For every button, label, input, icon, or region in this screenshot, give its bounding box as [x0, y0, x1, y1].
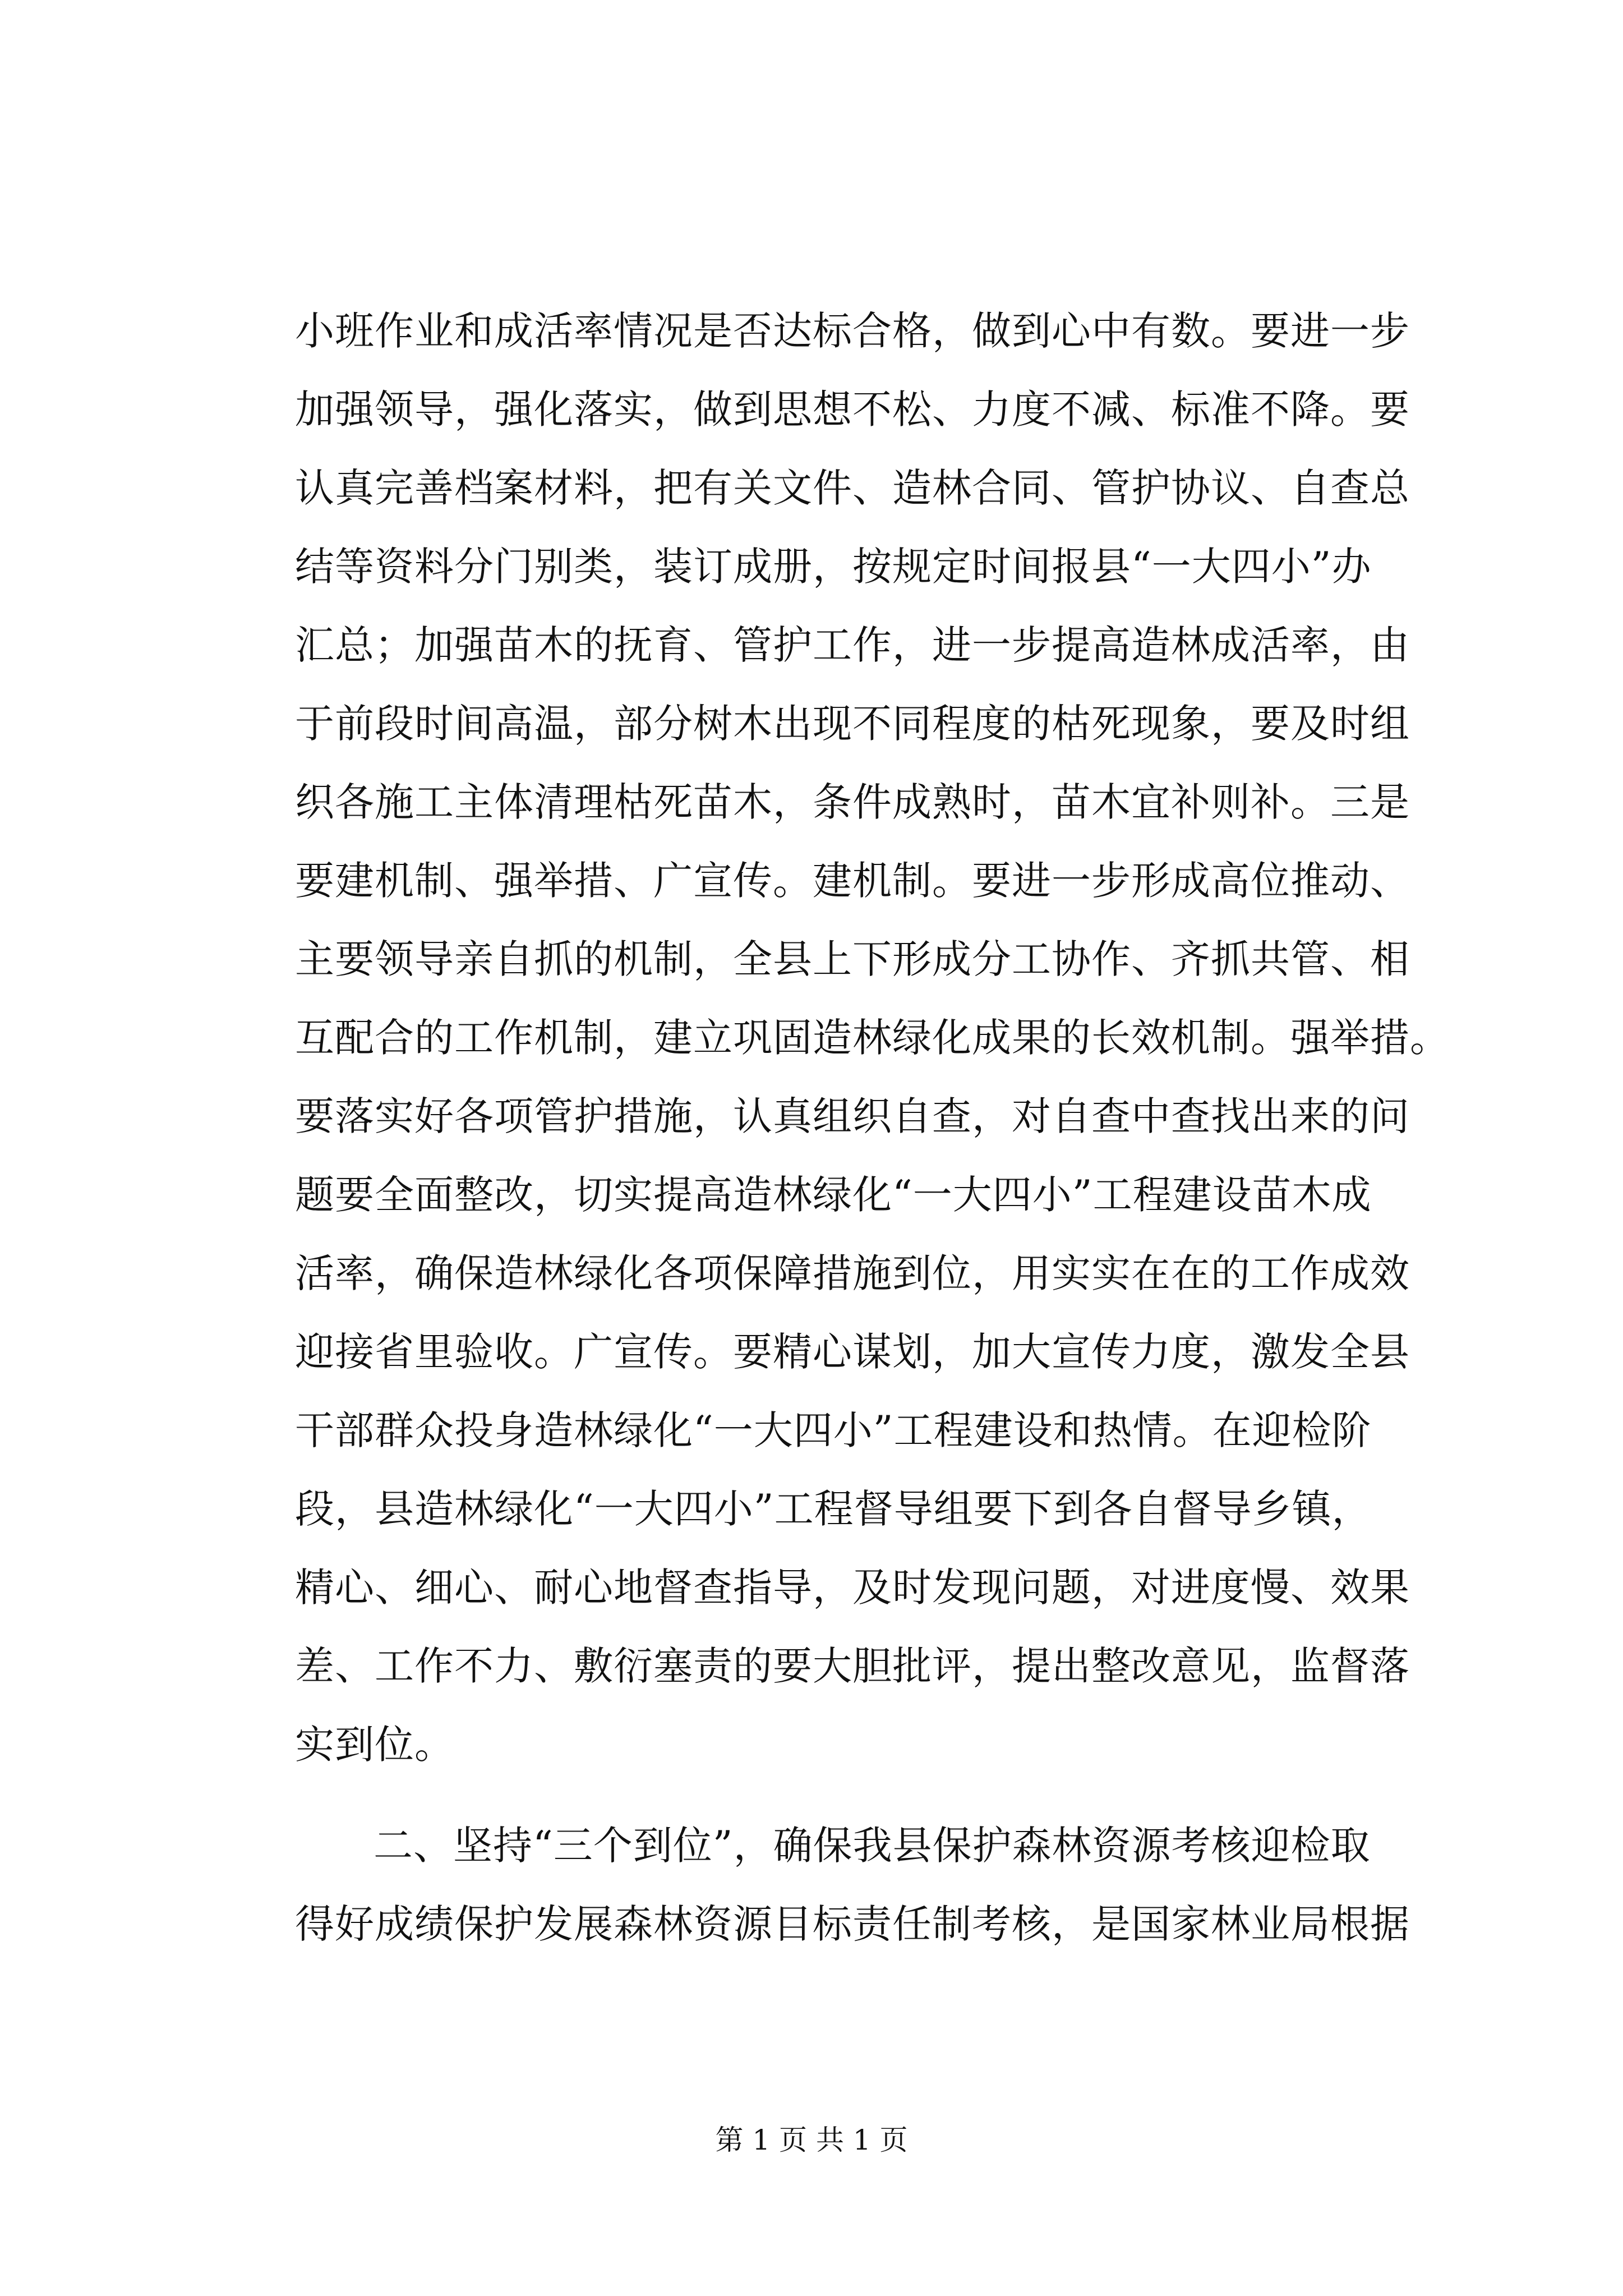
text-line: 题要全面整改，切实提高造林绿化“一大四小”工程建设苗木成	[295, 1172, 1372, 1218]
text-line: 主要领导亲自抓的机制，全县上下形成分工协作、齐抓共管、相	[295, 936, 1410, 982]
page-number-footer: 第 1 页 共 1 页	[715, 2124, 908, 2156]
text-line: 实到位。	[295, 1722, 454, 1768]
text-line: 小班作业和成活率情况是否达标合格，做到心中有数。要进一步	[295, 308, 1410, 354]
text-line: 加强领导，强化落实，做到思想不松、力度不减、标准不降。要	[295, 386, 1410, 432]
text-line: 认真完善档案材料，把有关文件、造林合同、管护协议、自查总	[295, 465, 1410, 511]
text-line: 于前段时间高温，部分树木出现不同程度的枯死现象，要及时组	[295, 701, 1410, 747]
text-line: 精心、细心、耐心地督查指导，及时发现问题，对进度慢、效果	[295, 1565, 1410, 1611]
text-line: 干部群众投身造林绿化“一大四小”工程建设和热情。在迎检阶	[295, 1407, 1372, 1453]
text-line: 差、工作不力、敷衍塞责的要大胆批评，提出整改意见，监督落	[295, 1643, 1410, 1689]
text-line: 结等资料分门别类，装订成册，按规定时间报县“一大四小”办	[295, 544, 1372, 590]
text-line: 得好成绩保护发展森林资源目标责任制考核，是国家林业局根据	[295, 1901, 1410, 1947]
text-line: 互配合的工作机制，建立巩固造林绿化成果的长效机制。强举措。	[295, 1015, 1450, 1061]
text-line: 汇总；加强苗木的抚育、管护工作，进一步提高造林成活率，由	[295, 622, 1410, 668]
text-line: 要落实好各项管护措施，认真组织自查，对自查中查找出来的问	[295, 1093, 1410, 1139]
text-line: 迎接省里验收。广宣传。要精心谋划，加大宣传力度，激发全县	[295, 1329, 1410, 1375]
text-line: 二、坚持“三个到位”，确保我县保护森林资源考核迎检取	[374, 1823, 1371, 1869]
text-line: 织各施工主体清理枯死苗木，条件成熟时，苗木宜补则补。三是	[295, 779, 1410, 825]
text-line: 要建机制、强举措、广宣传。建机制。要进一步形成高位推动、	[295, 858, 1410, 904]
text-line: 段，县造林绿化“一大四小”工程督导组要下到各自督导乡镇，	[295, 1486, 1372, 1532]
text-line: 活率，确保造林绿化各项保障措施到位，用实实在在的工作成效	[295, 1250, 1410, 1296]
